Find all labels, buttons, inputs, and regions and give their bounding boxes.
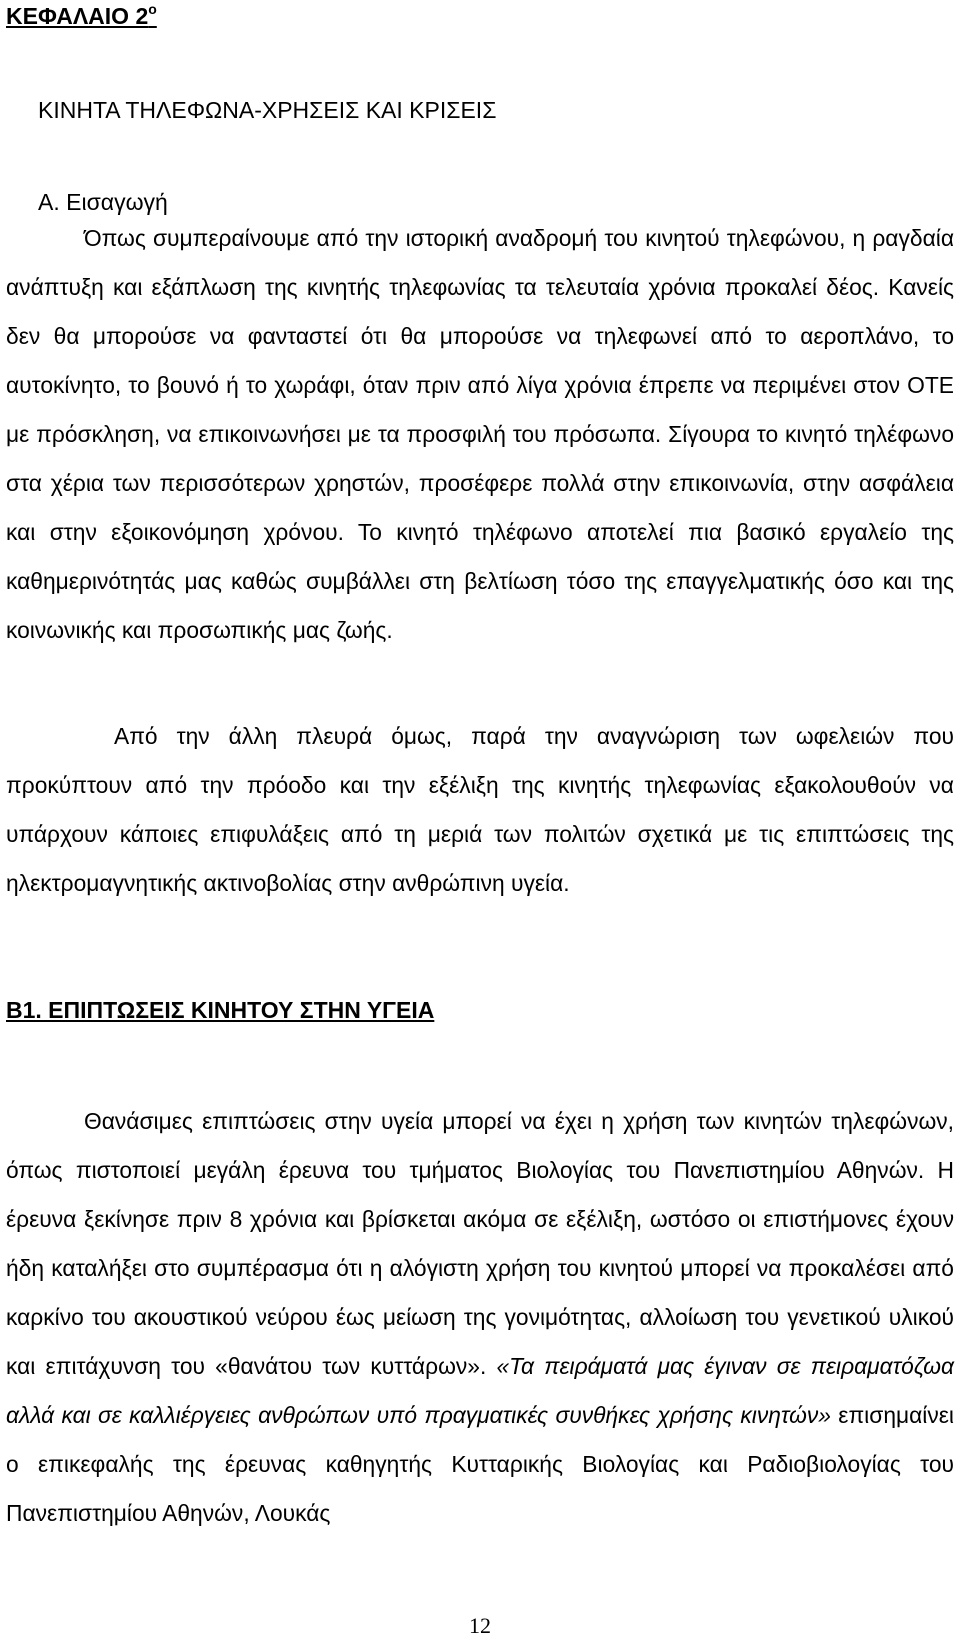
- page-number: 12: [469, 1613, 491, 1638]
- intro-paragraph-1: Όπως συμπεραίνουμε από την ιστορική αναδρομή του κινητού τηλεφώνου, η ραγδαία ανάπτυξη και εξάπλωση της κινητής τηλεφωνίας τα τελευταία χρόνια προκαλεί δέος. Κανείς δεν θα μπορούσε να φανταστεί ότι θα μπορούσε να τηλεφωνεί από το αεροπλάνο, το αυτοκίνητο, το βουνό ή το χωράφι, όταν πριν από λίγα χρόνια έπρεπε να περιμένει στον ΟΤΕ με πρόσκληση, να επικοινωνήσει με τα προσφιλή του πρόσωπα. Σίγουρα το κινητό τηλέφωνο στα χέρια των περισσότερων χρηστών, προσέφερε πολλά στην επικοινωνία, στην ασφάλεια και στην εξοικονόμηση χρόνου. Το κινητό τηλέφωνο αποτελεί πια βασικό εργαλείο της καθημερινότητάς μας καθώς συμβάλλει στη βελτίωση τόσο της επαγγελματικής όσο και της κοινωνικής και προσωπικής μας ζωής.: [6, 225, 954, 643]
- health-effects-text-continued: επισημαίνει ο επικεφαλής της έρευνας καθηγητής Κυτταρικής Βιολογίας και Ραδιοβιολογίας του Πανεπιστημίου Αθηνών, Λουκάς: [6, 1402, 954, 1526]
- health-effects-text: Θανάσιμες επιπτώσεις στην υγεία μπορεί να έχει η χρήση των κινητών τηλεφώνων, όπως πιστοποιεί μεγάλη έρευνα του τμήματος Βιολογίας του Πανεπιστημίου Αθηνών. Η έρευνα ξεκίνησε πριν 8 χρόνια και βρίσκεται ακόμα σε εξέλιξη, ωστόσο οι επιστήμονες έχουν ήδη καταλήξει στο συμπέρασμα ότι η αλόγιστη χρήση του κινητού μπορεί να προκαλέσει από καρκίνο του ακουστικού νεύρου έως μείωση της γονιμότητας, αλλοίωση του γενετικού υλικού και επιτάχυνση του «θανάτου των κυττάρων».: [6, 1108, 954, 1379]
- health-effects-paragraph: [6, 1097, 954, 1538]
- chapter-label: ΚΕΦΑΛΑΙΟ 2: [6, 3, 149, 29]
- chapter-title: ΚΙΝΗΤΑ ΤΗΛΕΦΩΝΑ-ΧΡΗΣΕΙΣ ΚΑΙ ΚΡΙΣΕΙΣ: [38, 97, 497, 123]
- chapter-heading: [6, 2, 157, 30]
- intro-paragraph-2: Από την άλλη πλευρά όμως, παρά την αναγνώριση των ωφελειών που προκύπτουν από την πρόοδο και την εξέλιξη της κινητής τηλεφωνίας εξακολουθούν να υπάρχουν κάποιες επιφυλάξεις από τη μεριά των πολιτών σχετικά με τις επιπτώσεις της ηλεκτρομαγνητικής ακτινοβολίας στην ανθρώπινη υγεία.: [6, 723, 954, 896]
- section-a-heading: Α. Εισαγωγή: [38, 189, 168, 215]
- chapter-superscript: ο: [148, 1, 157, 17]
- section-b1-heading: Β1. ΕΠΙΠΤΩΣΕΙΣ ΚΙΝΗΤΟΥ ΣΤΗΝ ΥΓΕΙΑ: [6, 997, 435, 1023]
- researcher-quote: «Τα πειράματά μας έγιναν σε πειραματόζωα αλλά και σε καλλιέργειες ανθρώπων υπό πραγματικές συνθήκες χρήσης κινητών»: [6, 1353, 955, 1428]
